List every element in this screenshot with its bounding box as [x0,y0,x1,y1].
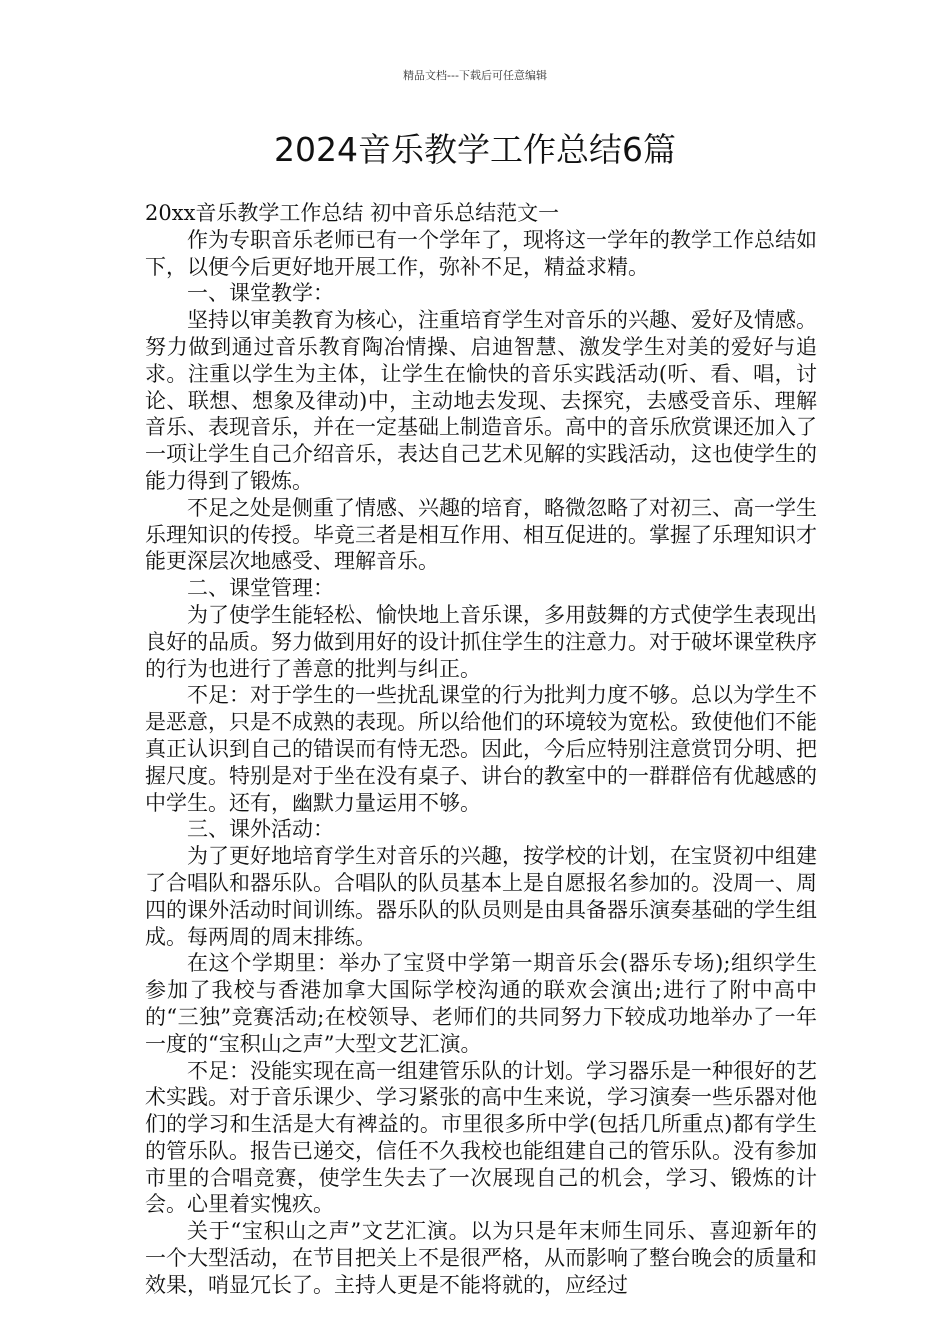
body-paragraph: 不足：没能实现在高一组建管乐队的计划。学习器乐是一种很好的艺术实践。对于音乐课少、学习紧张的高中生来说，学习演奏一些乐器对他们的学习和生活是大有裨益的。市里很多所中学(包括几所重点)都有学生的管乐队。报告已递交，信任不久我校也能组建自己的管乐队。没有参加市里的合唱竞赛，使学生失去了一次展现自己的机会，学习、锻炼的计会。心里着实愧疚。 [145,1058,817,1217]
intro-paragraph: 作为专职音乐老师已有一个学年了，现将这一学年的教学工作总结如下，以便今后更好地开展工作，弥补不足，精益求精。 [145,227,817,279]
body-paragraph: 坚持以审美教育为核心，注重培育学生对音乐的兴趣、爱好及情感。努力做到通过音乐教育陶冶情操、启迪智慧、激发学生对美的爱好与追求。注重以学生为主体，让学生在愉快的音乐实践活动(听、看、唱，讨论、联想、想象及律动)中，主动地去发现、去探究，去感受音乐、理解音乐、表现音乐，并在一定基础上制造音乐。高中的音乐欣赏课还加入了一项让学生自己介绍音乐，表达自己艺术见解的实践活动，这也使学生的能力得到了锻炼。 [145,308,817,493]
page-header: 精品文档---下载后可任意编辑 [403,69,547,82]
document-body [145,200,817,1299]
section-heading-classroom-teaching: 一、课堂教学： [187,281,334,306]
body-paragraph: 关于“宝积山之声”文艺汇演。以为只是年末师生同乐、喜迎新年的一个大型活动，在节目把关上不是很严格，从而影响了整台晚会的质量和效果，哨显冗长了。主持人更是不能将就的，应经过 [145,1219,817,1297]
body-paragraph: 不足：对于学生的一些扰乱课堂的行为批判力度不够。总以为学生不是恶意，只是不成熟的表现。所以给他们的环境较为宽松。致使他们不能真正认识到自己的错误而有恃无恐。因此，今后应特别注意赏罚分明、把握尺度。特别是对于坐在没有桌子、讲台的教室中的一群群倍有优越感的中学生。还有，幽默力量运用不够。 [145,683,817,815]
subtitle-paragraph: 20xx音乐教学工作总结 初中音乐总结范文一 [145,201,560,225]
section-heading-classroom-management: 二、课堂管理： [187,576,334,601]
body-paragraph: 不足之处是侧重了情感、兴趣的培育，略微忽略了对初三、高一学生乐理知识的传授。毕竟三者是相互作用、相互促进的。掌握了乐理知识才能更深层次地感受、理解音乐。 [145,495,817,574]
body-paragraph: 为了使学生能轻松、愉快地上音乐课，多用鼓舞的方式使学生表现出良好的品质。努力做到用好的设计抓住学生的注意力。对于破坏课堂秩序的行为也进行了善意的批判与纠正。 [145,602,817,681]
section-heading-extracurricular: 三、课外活动： [187,817,334,842]
body-paragraph: 为了更好地培育学生对音乐的兴趣，按学校的计划，在宝贤初中组建了合唱队和器乐队。合唱队的队员基本上是自愿报名参加的。没周一、周四的课外活动时间训练。器乐队的队员则是由具备器乐演奏基础的学生组成。每两周的周末排练。 [145,844,817,949]
body-paragraph: 在这个学期里：举办了宝贤中学第一期音乐会(器乐专场);组织学生参加了我校与香港加拿大国际学校沟通的联欢会演出;进行了附中高中的“三独”竞赛活动;在校领导、老师们的共同努力下较成功地举办了一年一度的“宝积山之声”大型文艺汇演。 [145,951,817,1056]
document-title: 2024音乐教学工作总结6篇 [274,130,676,169]
